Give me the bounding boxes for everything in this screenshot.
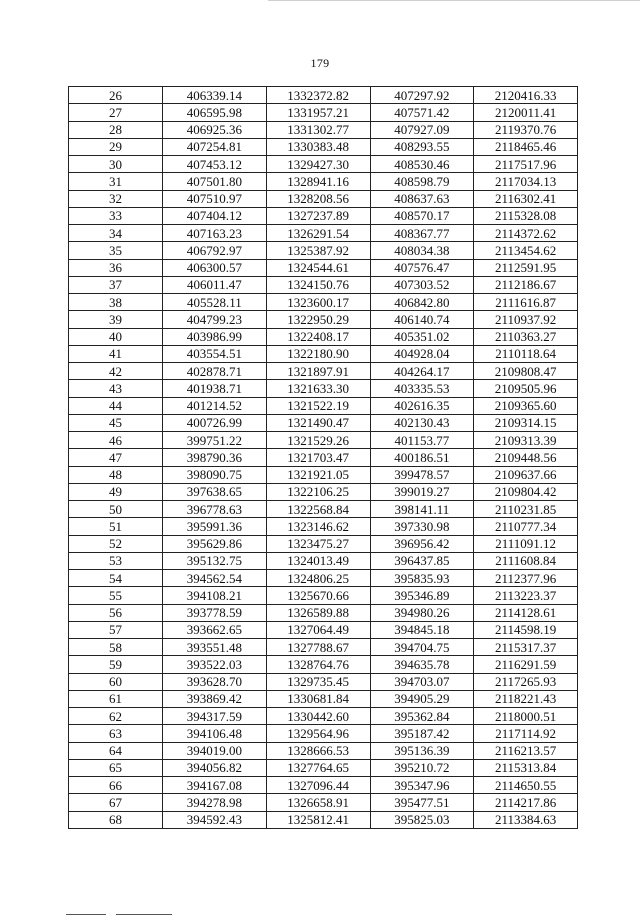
point-number-cell: 31 (69, 173, 163, 190)
table-row (69, 414, 578, 431)
y2-cell: 2110231.85 (474, 501, 578, 518)
x2-cell: 394905.29 (370, 690, 474, 707)
x2-cell: 397330.98 (370, 518, 474, 535)
x2-cell: 394704.75 (370, 639, 474, 656)
coordinate-table-body (69, 87, 578, 829)
x2-cell: 395187.42 (370, 725, 474, 742)
y2-cell: 2114650.55 (474, 777, 578, 794)
y1-cell: 1323475.27 (266, 535, 370, 552)
y2-cell: 2110363.27 (474, 328, 578, 345)
y1-cell: 1327788.67 (266, 639, 370, 656)
point-number-cell: 67 (69, 794, 163, 811)
y2-cell: 2113454.62 (474, 242, 578, 259)
y1-cell: 1322106.25 (266, 483, 370, 500)
x1-cell: 401214.52 (163, 397, 267, 414)
y2-cell: 2116291.59 (474, 656, 578, 673)
point-number-cell: 36 (69, 259, 163, 276)
y1-cell: 1327064.49 (266, 621, 370, 638)
x1-cell: 401938.71 (163, 380, 267, 397)
point-number-cell: 54 (69, 570, 163, 587)
y2-cell: 2109637.66 (474, 466, 578, 483)
x2-cell: 407927.09 (370, 121, 474, 138)
x1-cell: 394019.00 (163, 742, 267, 759)
table-row (69, 87, 578, 104)
y2-cell: 2112186.67 (474, 276, 578, 293)
x2-cell: 394703.07 (370, 673, 474, 690)
x1-cell: 407510.97 (163, 190, 267, 207)
y1-cell: 1323600.17 (266, 294, 370, 311)
table-row (69, 311, 578, 328)
table-row (69, 656, 578, 673)
point-number-cell: 65 (69, 759, 163, 776)
point-number-cell: 41 (69, 345, 163, 362)
y2-cell: 2114598.19 (474, 621, 578, 638)
x2-cell: 395835.93 (370, 570, 474, 587)
y1-cell: 1325670.66 (266, 587, 370, 604)
point-number-cell: 39 (69, 311, 163, 328)
x2-cell: 396437.85 (370, 552, 474, 569)
point-number-cell: 26 (69, 87, 163, 104)
y2-cell: 2109314.15 (474, 414, 578, 431)
point-number-cell: 66 (69, 777, 163, 794)
x1-cell: 397638.65 (163, 483, 267, 500)
point-number-cell: 30 (69, 156, 163, 173)
scan-edge-line (268, 0, 640, 1)
y1-cell: 1330442.60 (266, 708, 370, 725)
x2-cell: 395136.39 (370, 742, 474, 759)
y1-cell: 1326658.91 (266, 794, 370, 811)
x2-cell: 402616.35 (370, 397, 474, 414)
table-row (69, 121, 578, 138)
y2-cell: 2112591.95 (474, 259, 578, 276)
x1-cell: 398790.36 (163, 449, 267, 466)
y1-cell: 1321529.26 (266, 432, 370, 449)
point-number-cell: 59 (69, 656, 163, 673)
table-row (69, 276, 578, 293)
y1-cell: 1327764.65 (266, 759, 370, 776)
y2-cell: 2113223.37 (474, 587, 578, 604)
y1-cell: 1329735.45 (266, 673, 370, 690)
x1-cell: 406792.97 (163, 242, 267, 259)
table-row (69, 759, 578, 776)
y1-cell: 1321921.05 (266, 466, 370, 483)
x1-cell: 395629.86 (163, 535, 267, 552)
y2-cell: 2119370.76 (474, 121, 578, 138)
y2-cell: 2120416.33 (474, 87, 578, 104)
x2-cell: 406140.74 (370, 311, 474, 328)
page-number: 179 (310, 56, 330, 70)
y1-cell: 1330681.84 (266, 690, 370, 707)
y2-cell: 2118000.51 (474, 708, 578, 725)
x1-cell: 393778.59 (163, 604, 267, 621)
point-number-cell: 53 (69, 552, 163, 569)
y1-cell: 1328208.56 (266, 190, 370, 207)
x2-cell: 405351.02 (370, 328, 474, 345)
x2-cell: 395210.72 (370, 759, 474, 776)
x1-cell: 395132.75 (163, 552, 267, 569)
point-number-cell: 55 (69, 587, 163, 604)
y1-cell: 1332372.82 (266, 87, 370, 104)
y1-cell: 1326589.88 (266, 604, 370, 621)
y1-cell: 1331302.77 (266, 121, 370, 138)
x1-cell: 407163.23 (163, 225, 267, 242)
y2-cell: 2118221.43 (474, 690, 578, 707)
x2-cell: 408367.77 (370, 225, 474, 242)
y1-cell: 1327096.44 (266, 777, 370, 794)
y2-cell: 2115313.84 (474, 759, 578, 776)
y1-cell: 1325812.41 (266, 811, 370, 828)
point-number-cell: 60 (69, 673, 163, 690)
table-row (69, 587, 578, 604)
x2-cell: 401153.77 (370, 432, 474, 449)
x1-cell: 406011.47 (163, 276, 267, 293)
table-row (69, 639, 578, 656)
point-number-cell: 34 (69, 225, 163, 242)
table-row (69, 501, 578, 518)
x1-cell: 406925.36 (163, 121, 267, 138)
table-row (69, 708, 578, 725)
x2-cell: 407571.42 (370, 104, 474, 121)
y1-cell: 1327237.89 (266, 207, 370, 224)
point-number-cell: 28 (69, 121, 163, 138)
x1-cell: 393628.70 (163, 673, 267, 690)
table-row (69, 811, 578, 828)
y2-cell: 2118465.46 (474, 138, 578, 155)
y1-cell: 1321490.47 (266, 414, 370, 431)
x1-cell: 394056.82 (163, 759, 267, 776)
table-row (69, 328, 578, 345)
x2-cell: 407576.47 (370, 259, 474, 276)
x1-cell: 406300.57 (163, 259, 267, 276)
y1-cell: 1322950.29 (266, 311, 370, 328)
y1-cell: 1328666.53 (266, 742, 370, 759)
y1-cell: 1330383.48 (266, 138, 370, 155)
x1-cell: 404799.23 (163, 311, 267, 328)
y2-cell: 2110937.92 (474, 311, 578, 328)
y2-cell: 2113384.63 (474, 811, 578, 828)
y1-cell: 1329564.96 (266, 725, 370, 742)
point-number-cell: 47 (69, 449, 163, 466)
x2-cell: 402130.43 (370, 414, 474, 431)
y2-cell: 2117114.92 (474, 725, 578, 742)
x2-cell: 408598.79 (370, 173, 474, 190)
point-number-cell: 32 (69, 190, 163, 207)
x2-cell: 408570.17 (370, 207, 474, 224)
point-number-cell: 56 (69, 604, 163, 621)
x2-cell: 408293.55 (370, 138, 474, 155)
table-row (69, 363, 578, 380)
y2-cell: 2109313.39 (474, 432, 578, 449)
point-number-cell: 62 (69, 708, 163, 725)
y2-cell: 2110118.64 (474, 345, 578, 362)
y2-cell: 2109505.96 (474, 380, 578, 397)
y1-cell: 1322180.90 (266, 345, 370, 362)
x1-cell: 396778.63 (163, 501, 267, 518)
x2-cell: 399478.57 (370, 466, 474, 483)
y2-cell: 2109448.56 (474, 449, 578, 466)
y1-cell: 1321703.47 (266, 449, 370, 466)
y2-cell: 2110777.34 (474, 518, 578, 535)
y2-cell: 2117034.13 (474, 173, 578, 190)
y1-cell: 1331957.21 (266, 104, 370, 121)
table-row (69, 432, 578, 449)
y2-cell: 2115328.08 (474, 207, 578, 224)
table-row (69, 449, 578, 466)
point-number-cell: 63 (69, 725, 163, 742)
point-number-cell: 49 (69, 483, 163, 500)
x1-cell: 407404.12 (163, 207, 267, 224)
table-row (69, 104, 578, 121)
table-row (69, 570, 578, 587)
y1-cell: 1328941.16 (266, 173, 370, 190)
y1-cell: 1324150.76 (266, 276, 370, 293)
x1-cell: 394317.59 (163, 708, 267, 725)
table-row (69, 690, 578, 707)
table-row (69, 173, 578, 190)
y2-cell: 2109365.60 (474, 397, 578, 414)
x2-cell: 403335.53 (370, 380, 474, 397)
table-row (69, 621, 578, 638)
x1-cell: 394278.98 (163, 794, 267, 811)
x1-cell: 403986.99 (163, 328, 267, 345)
x2-cell: 398141.11 (370, 501, 474, 518)
x1-cell: 406595.98 (163, 104, 267, 121)
table-row (69, 742, 578, 759)
y2-cell: 2109808.47 (474, 363, 578, 380)
y1-cell: 1329427.30 (266, 156, 370, 173)
table-row (69, 777, 578, 794)
x1-cell: 407501.80 (163, 173, 267, 190)
table-row (69, 190, 578, 207)
x2-cell: 395347.96 (370, 777, 474, 794)
table-row (69, 242, 578, 259)
x2-cell: 408034.38 (370, 242, 474, 259)
x1-cell: 402878.71 (163, 363, 267, 380)
y2-cell: 2111091.12 (474, 535, 578, 552)
coordinate-table (68, 86, 578, 829)
x1-cell: 405528.11 (163, 294, 267, 311)
x2-cell: 395477.51 (370, 794, 474, 811)
point-number-cell: 52 (69, 535, 163, 552)
point-number-cell: 57 (69, 621, 163, 638)
y1-cell: 1324806.25 (266, 570, 370, 587)
x2-cell: 408637.63 (370, 190, 474, 207)
y2-cell: 2115317.37 (474, 639, 578, 656)
point-number-cell: 43 (69, 380, 163, 397)
x1-cell: 394592.43 (163, 811, 267, 828)
x1-cell: 394108.21 (163, 587, 267, 604)
y1-cell: 1325387.92 (266, 242, 370, 259)
x2-cell: 394845.18 (370, 621, 474, 638)
table-row (69, 535, 578, 552)
point-number-cell: 40 (69, 328, 163, 345)
x2-cell: 395346.89 (370, 587, 474, 604)
point-number-cell: 51 (69, 518, 163, 535)
point-number-cell: 46 (69, 432, 163, 449)
y1-cell: 1323146.62 (266, 518, 370, 535)
y1-cell: 1326291.54 (266, 225, 370, 242)
table-row (69, 397, 578, 414)
y2-cell: 2116302.41 (474, 190, 578, 207)
x1-cell: 394562.54 (163, 570, 267, 587)
table-row (69, 725, 578, 742)
table-row (69, 225, 578, 242)
x1-cell: 399751.22 (163, 432, 267, 449)
point-number-cell: 68 (69, 811, 163, 828)
x1-cell: 407254.81 (163, 138, 267, 155)
point-number-cell: 33 (69, 207, 163, 224)
table-row (69, 259, 578, 276)
x2-cell: 395362.84 (370, 708, 474, 725)
x2-cell: 394635.78 (370, 656, 474, 673)
table-row (69, 604, 578, 621)
y1-cell: 1322568.84 (266, 501, 370, 518)
y2-cell: 2120011.41 (474, 104, 578, 121)
point-number-cell: 48 (69, 466, 163, 483)
table-row (69, 518, 578, 535)
table-row (69, 138, 578, 155)
y2-cell: 2114217.86 (474, 794, 578, 811)
y1-cell: 1321897.91 (266, 363, 370, 380)
y1-cell: 1324544.61 (266, 259, 370, 276)
x1-cell: 393551.48 (163, 639, 267, 656)
y2-cell: 2111608.84 (474, 552, 578, 569)
x2-cell: 396956.42 (370, 535, 474, 552)
y1-cell: 1321633.30 (266, 380, 370, 397)
x1-cell: 403554.51 (163, 345, 267, 362)
x2-cell: 404264.17 (370, 363, 474, 380)
x2-cell: 399019.27 (370, 483, 474, 500)
x1-cell: 393522.03 (163, 656, 267, 673)
y1-cell: 1328764.76 (266, 656, 370, 673)
x1-cell: 406339.14 (163, 87, 267, 104)
x2-cell: 406842.80 (370, 294, 474, 311)
x2-cell: 394980.26 (370, 604, 474, 621)
x1-cell: 394167.08 (163, 777, 267, 794)
table-row (69, 156, 578, 173)
table-row (69, 380, 578, 397)
point-number-cell: 45 (69, 414, 163, 431)
table-row (69, 207, 578, 224)
point-number-cell: 27 (69, 104, 163, 121)
point-number-cell: 42 (69, 363, 163, 380)
x1-cell: 393869.42 (163, 690, 267, 707)
table-row (69, 294, 578, 311)
x2-cell: 407297.92 (370, 87, 474, 104)
table-row (69, 673, 578, 690)
y2-cell: 2114128.61 (474, 604, 578, 621)
point-number-cell: 44 (69, 397, 163, 414)
x2-cell: 395825.03 (370, 811, 474, 828)
table-row (69, 466, 578, 483)
x1-cell: 407453.12 (163, 156, 267, 173)
table-row (69, 794, 578, 811)
x1-cell: 394106.48 (163, 725, 267, 742)
y2-cell: 2116213.57 (474, 742, 578, 759)
table-row (69, 483, 578, 500)
x1-cell: 400726.99 (163, 414, 267, 431)
point-number-cell: 35 (69, 242, 163, 259)
y2-cell: 2109804.42 (474, 483, 578, 500)
y1-cell: 1324013.49 (266, 552, 370, 569)
y2-cell: 2111616.87 (474, 294, 578, 311)
point-number-cell: 38 (69, 294, 163, 311)
y2-cell: 2112377.96 (474, 570, 578, 587)
x2-cell: 407303.52 (370, 276, 474, 293)
x1-cell: 395991.36 (163, 518, 267, 535)
y2-cell: 2117265.93 (474, 673, 578, 690)
point-number-cell: 58 (69, 639, 163, 656)
x2-cell: 404928.04 (370, 345, 474, 362)
y1-cell: 1321522.19 (266, 397, 370, 414)
x2-cell: 400186.51 (370, 449, 474, 466)
y2-cell: 2114372.62 (474, 225, 578, 242)
point-number-cell: 37 (69, 276, 163, 293)
table-row (69, 345, 578, 362)
x1-cell: 398090.75 (163, 466, 267, 483)
point-number-cell: 50 (69, 501, 163, 518)
table-row (69, 552, 578, 569)
y2-cell: 2117517.96 (474, 156, 578, 173)
y1-cell: 1322408.17 (266, 328, 370, 345)
point-number-cell: 61 (69, 690, 163, 707)
point-number-cell: 29 (69, 138, 163, 155)
x1-cell: 393662.65 (163, 621, 267, 638)
point-number-cell: 64 (69, 742, 163, 759)
x2-cell: 408530.46 (370, 156, 474, 173)
